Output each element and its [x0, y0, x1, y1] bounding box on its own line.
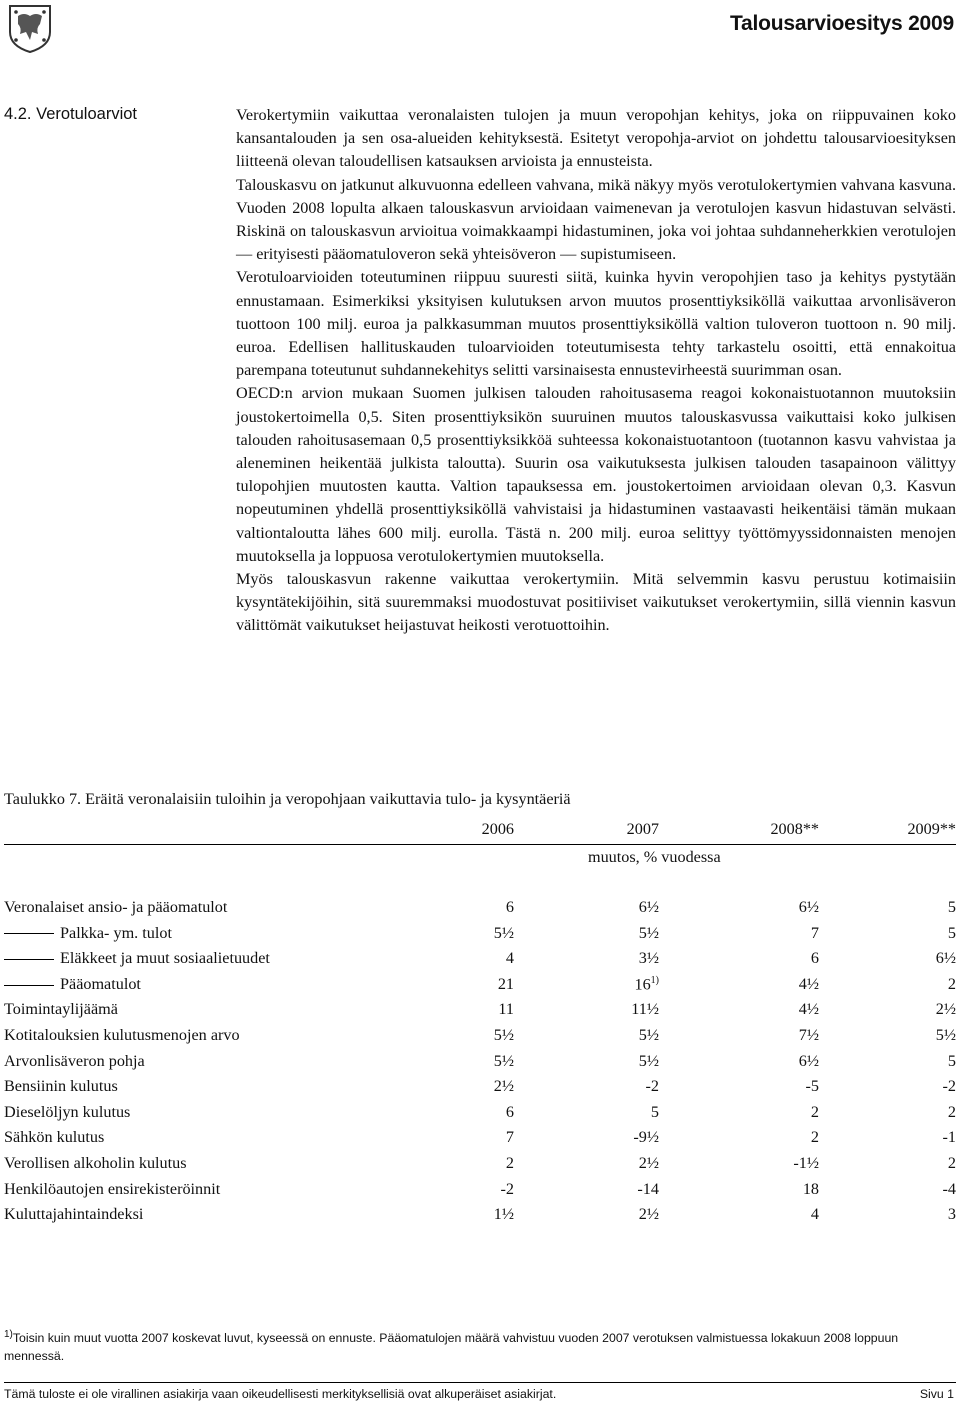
table-cell: [811, 949, 819, 968]
table-cell: [639, 898, 659, 917]
row-label-text: Veronalaiset ansio- ja pääomatulot: [4, 898, 228, 916]
column-header: 2009**: [907, 820, 956, 838]
table-cell: [936, 1026, 956, 1045]
cell-value: -2: [500, 1179, 514, 1198]
table-cell: [803, 1180, 819, 1199]
row-label-text: Palkka- ym. tulot: [60, 923, 172, 942]
row-label-text: Arvonlisäveron pohja: [4, 1051, 145, 1070]
cell-value: -4: [942, 1179, 956, 1198]
table-cell: [948, 1205, 956, 1224]
cell-value: 5½: [493, 923, 514, 942]
cell-value: -1½: [793, 1154, 819, 1172]
column-header: 2007: [626, 820, 659, 838]
cell-value: 2: [947, 974, 956, 993]
page-number: Sivu 1: [919, 1387, 954, 1401]
table-cell: [639, 1205, 659, 1224]
cell-value: 11½: [631, 1000, 659, 1019]
dash: [4, 985, 54, 986]
row-label: [4, 1000, 118, 1019]
cell-value: 5½: [935, 1026, 956, 1044]
column-header: 2008**: [770, 820, 819, 838]
cell-value: 2: [947, 1154, 956, 1172]
section-heading: 4.2. Verotuloarviot: [4, 105, 137, 123]
section-body: [236, 104, 956, 638]
table-row: [4, 1000, 956, 1025]
table-cell: [806, 1077, 819, 1096]
table-row: [4, 949, 956, 974]
table-cell: [639, 1154, 659, 1173]
cell-value: 6: [505, 1102, 514, 1121]
table-cell: [799, 1052, 819, 1071]
cell-value: 11: [498, 1000, 514, 1019]
table-row: [4, 1205, 956, 1230]
table-cell: [948, 1052, 956, 1071]
cell-value: 5: [947, 898, 956, 916]
row-label: [4, 1180, 220, 1199]
row-label-text: Toimintaylijäämä: [4, 1000, 118, 1019]
cell-value: -1: [942, 1128, 956, 1147]
row-label: [4, 949, 270, 968]
dash: [4, 959, 54, 960]
cell-value: 4½: [798, 974, 819, 993]
table-cell: [639, 949, 659, 968]
table-cell: [793, 1154, 819, 1173]
row-label: [4, 1128, 104, 1147]
footnote: [4, 1326, 956, 1365]
cell-value: 21: [497, 974, 514, 993]
row-label-text: Sähkön kulutus: [4, 1128, 105, 1147]
table-cell: [494, 1052, 514, 1071]
cell-value: -9½: [633, 1128, 659, 1147]
paragraph: Verotuloarvioiden toteutuminen riippuu suuresti siitä, kuinka hyvin veropohjien taso ja kehitys pystytään ennustamaan. Esimerkiksi yksityisen kulutuksen arvon muutos prosenttiyksiköllä vaikuttaa arvonlisäveron tuottoon 100 milj. euroa ja palkkasumman muutos prosenttiyksiköllä valtion tuloveron tuottoon n. 90 milj. euroa. Edellisen hallituskauden tuloarvioiden toteutumisesta tehty tarkastelu osoitti, että ennakoitua parempana toteutunut suhdannekehitys selitti varsinaisesta ennustevirheestä suurimman osan.: [236, 268, 956, 380]
table-row: [4, 1154, 956, 1179]
table-cell: [948, 1154, 956, 1173]
footer-rule: [4, 1382, 956, 1383]
row-label: [4, 1205, 143, 1224]
cell-value: 5½: [493, 1026, 514, 1044]
table-row: [4, 1026, 956, 1051]
table-row: [4, 1128, 956, 1153]
cell-value: 1½: [493, 1205, 514, 1224]
table-cell: [506, 949, 514, 968]
cell-value: 5: [947, 923, 956, 942]
table-row: [4, 924, 956, 949]
column-header: 2006: [481, 820, 514, 838]
cell-value: 4: [810, 1205, 819, 1224]
table-cell: [943, 1128, 956, 1147]
table-cell: [498, 1000, 514, 1019]
footnote-ref: 1): [650, 974, 659, 986]
cell-value: 2: [505, 1154, 514, 1172]
table-cell: [943, 1180, 956, 1199]
table-row: [4, 1077, 956, 1102]
table-cell: [799, 898, 819, 917]
cell-value: 7½: [798, 1026, 819, 1044]
cell-value: -5: [805, 1077, 819, 1096]
row-label-text: Kotitalouksien kulutusmenojen arvo: [4, 1026, 240, 1044]
row-label-text: Bensiinin kulutus: [4, 1077, 118, 1096]
table-row: [4, 898, 956, 923]
cell-value: 6: [810, 949, 819, 968]
cell-value: 6: [505, 898, 514, 916]
table-cell: [943, 1077, 956, 1096]
row-label-text: Henkilöautojen ensirekisteröinnit: [4, 1179, 221, 1198]
row-label-text: Pääomatulot: [60, 974, 141, 993]
footer-disclaimer: Tämä tuloste ei ole virallinen asiakirja vaan oikeudellisesti merkityksellisiä ovat alkuperäiset asiakirjat.: [4, 1387, 557, 1401]
table-cell: [646, 1077, 659, 1096]
paragraph: Myös talouskasvun rakenne vaikuttaa verokertymiin. Mitä selvemmin kasvu perustuu kotimaisiin kysyntätekijöihin, sitä suuremmaksi muodostuvat positiiviset vaikutukset verokertymiin, sillä viennin kasvun välittömät vaikutukset heijastuvat heikosti verotuottoihin.: [236, 570, 956, 635]
table-cell: [799, 1000, 819, 1019]
cell-value: 6½: [798, 898, 819, 916]
document-title: Talousarvioesitys 2009: [729, 12, 954, 35]
table-cell: [948, 975, 956, 994]
unit-label: muutos, % vuodessa: [588, 848, 721, 866]
cell-value: 7: [505, 1128, 514, 1147]
row-label-text: Dieselöljyn kulutus: [4, 1102, 131, 1121]
cell-value: -2: [942, 1077, 956, 1096]
paragraph: Verokertymiin vaikuttaa veronalaisten tulojen ja muun veropohjan kehitys, joka on riippuvainen koko kansantalouden ja sen osa-alueiden kehityksestä. Esitetyt veropohja-arviot on johdettu talousarvioesityksen liitteenä olevan taloudellisen katsauksen arvioista ja ennusteista.: [236, 106, 956, 171]
cell-value: 5: [947, 1051, 956, 1070]
paragraph: Talouskasvu on jatkunut alkuvuonna edelleen vahvana, mikä näkyy myös verotulokertymien vahvana kasvuna. Vuoden 2008 lopulta alkaen talouskasvun arvioidaan vaimenevan ja verotulojen kasvun hidastuvan selvästi. Riskinä on talouskasvun arvioitua voimakkaampi hidastuminen, joka voi johtaa suhdanneherkkien verotulojen — erityisesti pääomatuloveron sekä yhteisöveron — supistumiseen.: [236, 175, 956, 264]
table-cell: [936, 1000, 956, 1019]
table-cell: [639, 1026, 659, 1045]
cell-value: 5½: [638, 923, 659, 942]
cell-value: 5: [650, 1102, 659, 1121]
cell-value: 6½: [935, 949, 956, 968]
dash: [4, 933, 54, 934]
cell-value: 2: [947, 1102, 956, 1121]
table-cell: [498, 975, 514, 994]
cell-value: -2: [645, 1077, 659, 1096]
table-cell: [799, 975, 819, 994]
cell-value: -14: [637, 1179, 659, 1198]
table-cell: [634, 975, 659, 994]
row-label: [4, 1103, 130, 1122]
table-cell: [639, 924, 659, 943]
table-row: [4, 1103, 956, 1128]
cell-value: 5½: [638, 1026, 659, 1044]
table-cell: [948, 1103, 956, 1122]
table-cell: [494, 1077, 514, 1096]
cell-value: 2½: [493, 1077, 514, 1096]
table-cell: [631, 1000, 659, 1019]
footnote-text: Toisin kuin muut vuotta 2007 koskevat luvut, kyseessä on ennuste. Pääomatulojen määrä vahvistuu vuoden 2007 verotuksen valmistuessa lokakuun 2008 loppuun mennessä.: [4, 1331, 899, 1364]
table-cell: [637, 1180, 659, 1199]
cell-value: 2: [810, 1102, 819, 1121]
table-cell: [501, 1180, 514, 1199]
row-label: [4, 1052, 145, 1071]
row-label: [4, 898, 227, 917]
table-cell: [506, 898, 514, 917]
table-row: [4, 975, 956, 1000]
table-cell: [811, 924, 819, 943]
cell-value: 5½: [493, 1051, 514, 1070]
cell-value: 16: [634, 975, 651, 994]
table-rule: [4, 844, 956, 845]
table-cell: [506, 1103, 514, 1122]
row-label: [4, 975, 141, 994]
row-label: [4, 1154, 187, 1173]
cell-value: 4½: [798, 1000, 819, 1019]
cell-value: 4: [505, 949, 514, 968]
row-label: [4, 924, 172, 943]
table-cell: [639, 1052, 659, 1071]
table-cell: [494, 1026, 514, 1045]
coat-of-arms-icon: [4, 2, 56, 54]
cell-value: 3½: [638, 949, 659, 968]
cell-value: 7: [810, 923, 819, 942]
table-cell: [811, 1103, 819, 1122]
table-cell: [799, 1026, 819, 1045]
table-cell: [936, 949, 956, 968]
table-cell: [811, 1128, 819, 1147]
cell-value: 6½: [638, 898, 659, 916]
table-cell: [494, 924, 514, 943]
row-label: [4, 1026, 240, 1045]
table-cell: [494, 1205, 514, 1224]
cell-value: 18: [802, 1179, 819, 1198]
row-label-text: Kuluttajahintaindeksi: [4, 1205, 144, 1224]
table-cell: [948, 924, 956, 943]
table-row: [4, 1180, 956, 1205]
table-cell: [948, 898, 956, 917]
cell-value: 2½: [638, 1154, 659, 1172]
row-label-text: Verollisen alkoholin kulutus: [4, 1154, 187, 1172]
table-cell: [506, 1128, 514, 1147]
table-cell: [811, 1205, 819, 1224]
cell-value: 3: [947, 1205, 956, 1224]
row-label: [4, 1077, 118, 1096]
footnote-mark: 1): [4, 1329, 13, 1340]
cell-value: 2½: [935, 1000, 956, 1019]
paragraph: OECD:n arvion mukaan Suomen julkisen talouden rahoitusasema reagoi kokonaistuotannon muutoksiin joustokertoimella 0,5. Siten prosenttiyksikön suuruinen muutos talouskasvussa vaikuttaisi koko julkisen talouden rahoitusasemaan 0,5 prosenttiyksikköä suhteessa kokonaistuotantoon (tuotannon kasvu vahvistaa ja aleneminen heikentää julkista taloutta). Suurin osa vaikutuksesta julkisen talouden tasapainoon välittyy tulopohjien muutosten kautta. Valtion tapauksessa em. joustokertoimen arvioidaan olevan 0,3. Kasvun nopeutuminen yhdellä prosenttiyksiköllä vahvistaisi ja hidastuminen vastaavasti heikentäisi tämän mukaan valtiontaloutta lähes 600 milj. eurolla. Tästä n. 200 milj. euroa selittyy työttömyyssidonnaisten menojen muutoksella ja loppuosa verotulokertymien muutoksella.: [236, 384, 956, 565]
table-caption: Taulukko 7. Eräitä veronalaisiin tuloihin ja veropohjaan vaikuttavia tulo- ja kysyntäeriä: [4, 790, 571, 808]
table-cell: [506, 1154, 514, 1173]
cell-value: 2: [810, 1128, 819, 1147]
cell-value: 6½: [798, 1051, 819, 1070]
row-label-text: Eläkkeet ja muut sosiaalietuudet: [60, 949, 270, 968]
cell-value: 5½: [638, 1051, 659, 1070]
cell-value: 2½: [638, 1205, 659, 1224]
table-cell: [651, 1103, 659, 1122]
table-row: [4, 1052, 956, 1077]
table-cell: [633, 1128, 659, 1147]
